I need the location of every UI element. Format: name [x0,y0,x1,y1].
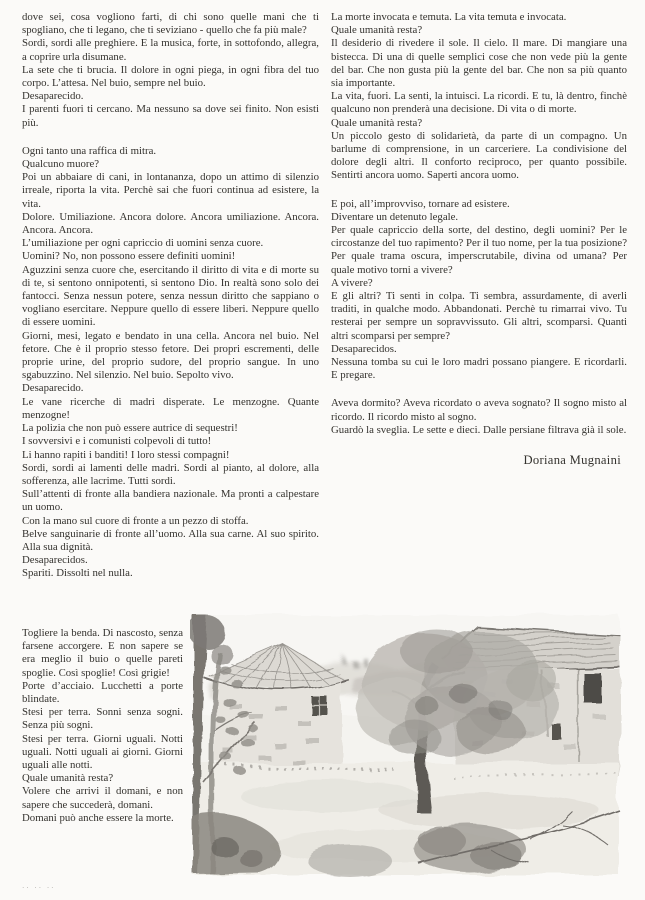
paragraph: Poi un abbaiare di cani, in lontananza, dopo un attimo di silenzio irreale, riporta la vita. Perchè sai che fuori continua ad esistere, la vita. [22,171,319,210]
paragraph: A vivere? [331,276,373,289]
paragraph: Desaparecido. [22,382,84,395]
paragraph: Con la mano sul cuore di fronte a un pezzo di stoffa. [22,514,249,527]
paragraph: Desaparecidos. [22,554,88,567]
left-column-narrow [22,627,183,825]
paragraph: Ogni tanto una raffica di mitra. [22,144,157,157]
paragraph: Togliere la benda. Di nascosto, senza farsene accorgere. E non sapere se era meglio il buio o quelle pareti spoglie. Così spoglie! Così grigie! [22,627,183,679]
paragraph: Nessuna tomba su cui le loro madri possano piangere. E ricordarli. E pregare. [331,356,627,382]
author-byline: Doriana Mugnaini [523,453,621,468]
paragraph: E gli altri? Ti senti in colpa. Ti sembra, assurdamente, di averli traditi, in qualche modo. Abbandonati. Perchè tu rimarrai vivo. Tu resterai per sempre un sopravvissuto. Gli altri, scomparsi. Quanti altri scomparsi per sempre? [331,290,627,342]
watercolor-svg [190,611,622,878]
watercolor-landscape-illustration [190,611,622,878]
paragraph: Porte d’acciaio. Lucchetti a porte blindate. [22,679,183,706]
footer-print-marks: ·· ·· ·· [22,884,56,892]
painting-layers [190,615,620,877]
paragraph: Belve sanguinarie di fronte all’uomo. Alla sua carne. Al suo spirito. Alla sua dignità. [22,527,319,553]
small-window [550,723,560,738]
paragraph: Uomini? No, non possono essere definiti uomini! [22,250,236,263]
paragraph: Aveva dormito? Aveva ricordato o aveva sognato? Il sogno misto al ricordo. Il ricordo misto al sogno. [331,397,627,423]
paragraph: Qualcuno muore? [22,158,100,171]
paragraph: I sovversivi e i comunisti colpevoli di tutto! [22,435,212,448]
paragraph: I parenti fuori ti cercano. Ma nessuno sa dove sei finito. Non esisti più. [22,103,319,129]
right-column [331,11,627,481]
paragraph: Guardò la sveglia. Le sette e dieci. Dalle persiane filtrava già il sole. [331,423,627,436]
paragraph: L’umiliazione per ogni capriccio di uomini senza cuore. [22,237,264,250]
left-section-1 [22,11,319,130]
left-column [22,11,319,581]
paragraph: Quale umanità resta? [22,772,114,785]
paragraph: Quale umanità resta? [331,24,423,37]
right-section-2 [331,198,627,383]
paragraph: Aguzzini senza cuore che, esercitando il diritto di vita e di morte su di te, si sentono onnipotenti, si sentono Dio. In realtà sono solo dei fantocci. Senza nessun potere, senza nessun diritto che sappiano o vogliano esercitare. Neppure quello di essere liberi. Neppure quello di essere uomini. [22,263,319,329]
paragraph: Li hanno rapiti i banditi! I loro stessi compagni! [22,448,230,461]
paragraph: Per quale capriccio della sorte, del destino, degli uomini? Per le circostanze del tuo rapimento? Per il tuo nome, per la tua posizione? Per quale trama oscura, imperscrutabile, divina od umana? Per quale motivo torni a vivere? [331,224,627,276]
paragraph: Giorni, mesi, legato e bendato in una cella. Ancora nel buio. Nel fetore. Che è il proprio stesso fetore. Dei propri escrementi, delle proprie urine, del proprio sudore, del proprio sangue. In uno sgabuzzino. Nel silenzio. Nel buio. Sepolto vivo. [22,329,319,382]
left-section-3 [22,627,183,825]
paragraph: La vita, fuori. La senti, la intuisci. La ricordi. E tu, là dentro, finchè qualcuno non prenderà una decisione. Di vita o di morte. [331,90,627,116]
paragraph: E poi, all’improvviso, tornare ad esistere. [331,197,510,210]
paragraph: Volere che arrivi il domani, e non sapere che succederà, domani. [22,785,183,811]
paragraph: Sull’attenti di fronte alla bandiera nazionale. Ma pronti a calpestare un uomo. [22,488,319,514]
paragraph: Il desiderio di rivedere il sole. Il cielo. Il mare. Di mangiare una bistecca. Di una di quelle semplici cose che non vede più la gente del bar. Che non gusta più la gente del bar. Che non sa più quanto sia importante. [331,37,627,90]
paragraph: Sordi, sordi alle preghiere. E la musica, forte, in sottofondo, allegra, a coprire urla disumane. [22,37,319,63]
paragraph: Un piccolo gesto di solidarietà, da parte di un compagno. Un barlume di comprensione, in un carceriere. La condivisione del dolore degli altri. Il conforto reciproco, per quanto possibile. Sentirti ancora uomo. Saperti ancora uomo. [331,129,627,182]
left-section-2 [22,145,319,581]
paragraph: Desaparecidos. [331,342,397,355]
paragraph: Stesi per terra. Sonni senza sogni. Senza più sogni. [22,706,183,732]
right-section-1 [331,11,627,183]
centre-bush [414,825,526,873]
small-bush [308,845,392,877]
paragraph: La sete che ti brucia. Il dolore in ogni piega, in ogni fibra del tuo corpo. L’attesa. Nel buio, sempre nel buio. [22,63,319,90]
paragraph: Stesi per terra. Giorni uguali. Notti uguali. Notti uguali ai giorni. Giorni uguali alle notti. [22,732,183,772]
paragraph: La morte invocata e temuta. La vita temuta e invocata. [331,11,567,23]
tree-canopy [356,629,558,755]
dark-doorway [584,673,601,703]
paragraph: Domani può anche essere la morte. [22,811,174,824]
paragraph: Le vane ricerche di madri disperate. Le menzogne. Quante menzogne! [22,395,319,421]
paragraph: Dolore. Umiliazione. Ancora dolore. Ancora umiliazione. Ancora. Ancora. Ancora. [22,210,319,237]
paragraph: Spariti. Dissolti nel nulla. [22,567,133,580]
paragraph: Diventare un detenuto legale. [331,210,459,223]
paragraph: dove sei, cosa vogliono farti, di chi sono quelle mani che ti spogliano, che ti legano, che ti seviziano - quello che fa più male? [22,11,319,37]
paragraph: Sordi, sordi ai lamenti delle madri. Sordi al pianto, al dolore, alla sofferenza, alle lacrime. Tutti sordi. [22,461,319,487]
paragraph: La polizia che non può essere autrice di sequestri! [22,422,238,435]
paragraph: Desaparecido. [22,90,84,103]
right-section-3 [331,397,627,437]
paragraph: Quale umanità resta? [331,116,423,129]
